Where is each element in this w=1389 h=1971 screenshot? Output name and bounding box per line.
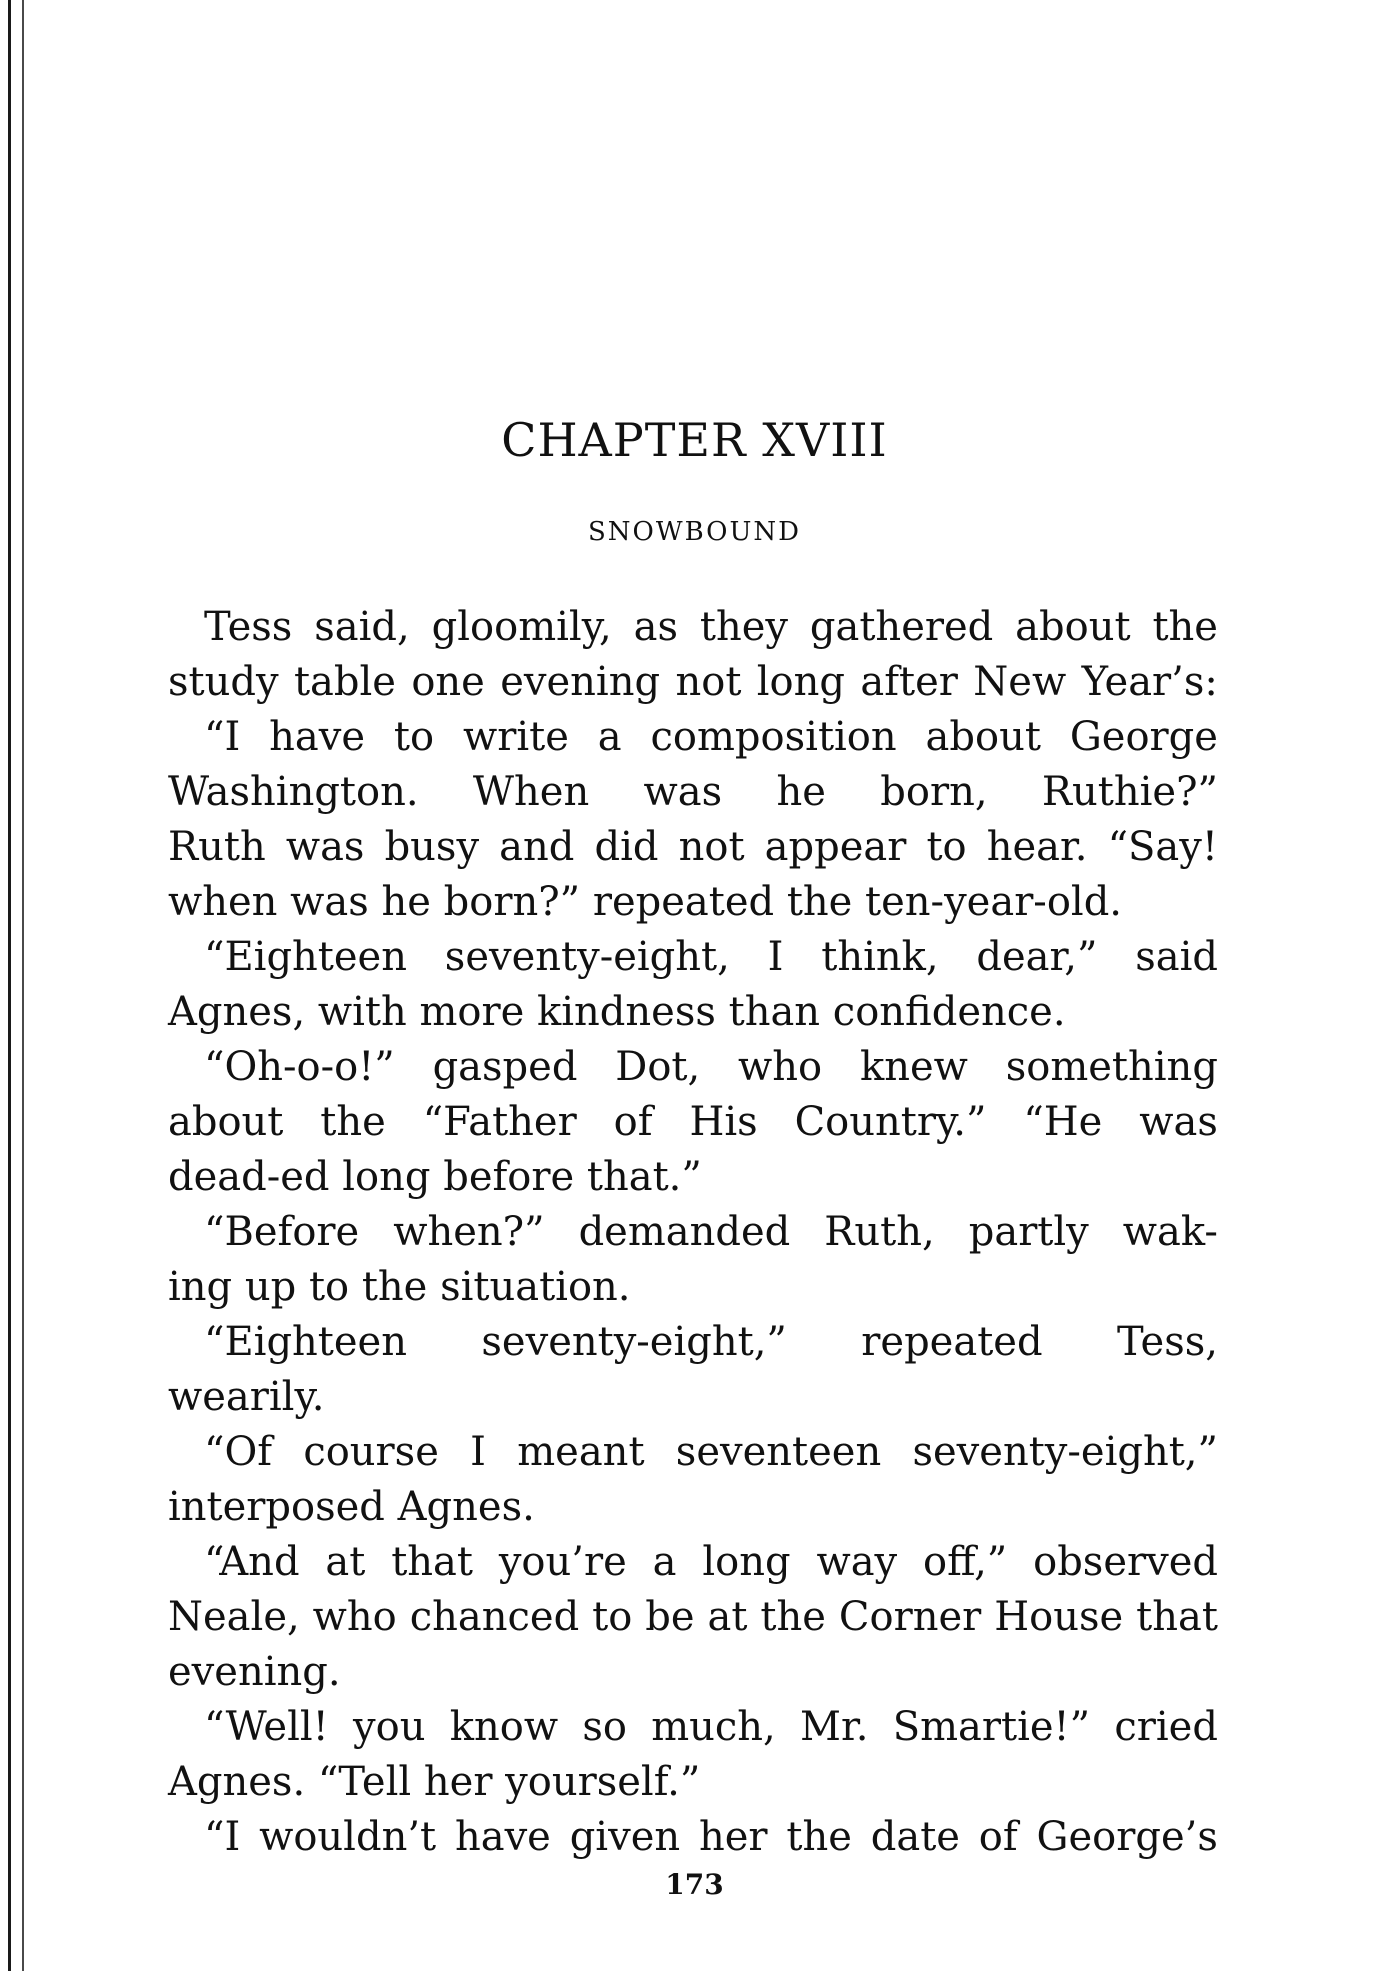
text-line: ing up to the situation. [168, 1264, 631, 1310]
chapter-subtitle: SNOWBOUND [587, 517, 801, 547]
text-line: “Eighteen seventy-eight,” repeated Tess, [204, 1319, 1218, 1365]
text-line: “Well! you know so much, Mr. Smartie!” cried [204, 1704, 1218, 1750]
text-line: “And at that you’re a long way off,” observed [204, 1539, 1218, 1585]
text-line: Agnes. “Tell her yourself.” [168, 1759, 701, 1805]
binding-edge-line [8, 0, 11, 1971]
text-line: Neale, who chanced to be at the Corner House that [168, 1594, 1218, 1640]
text-line: “Oh-o-o!” gasped Dot, who knew something [204, 1044, 1218, 1090]
text-line: Ruth was busy and did not appear to hear. “Say! [168, 824, 1218, 870]
text-line: study table one evening not long after New Year’s: [168, 659, 1218, 705]
text-line: “I have to write a composition about George [204, 714, 1218, 760]
text-line: about the “Father of His Country.” “He was [168, 1099, 1218, 1145]
text-line: Tess said, gloomily, as they gathered about the [204, 604, 1218, 650]
text-line: dead-ed long before that.” [168, 1154, 702, 1200]
chapter-title: CHAPTER XVIII [501, 413, 888, 467]
text-line: interposed Agnes. [168, 1484, 535, 1530]
binding-edge-line-inner [22, 0, 24, 1971]
body-text [168, 600, 1218, 1865]
text-line: “Of course I meant seventeen seventy-eight,” [204, 1429, 1218, 1475]
page-number: 173 [665, 1868, 724, 1901]
text-line: “Eighteen seventy-eight, I think, dear,” said [204, 934, 1218, 980]
text-line: when was he born?” repeated the ten-year-old. [168, 879, 1123, 925]
text-line: evening. [168, 1649, 341, 1695]
text-line: Agnes, with more kindness than confidence. [168, 989, 1066, 1035]
text-line: Washington. When was he born, Ruthie?” [168, 769, 1218, 815]
text-line: wearily. [168, 1374, 325, 1420]
text-line: “Before when?” demanded Ruth, partly wak- [204, 1209, 1218, 1255]
text-line: “I wouldn’t have given her the date of George’s [204, 1814, 1218, 1860]
